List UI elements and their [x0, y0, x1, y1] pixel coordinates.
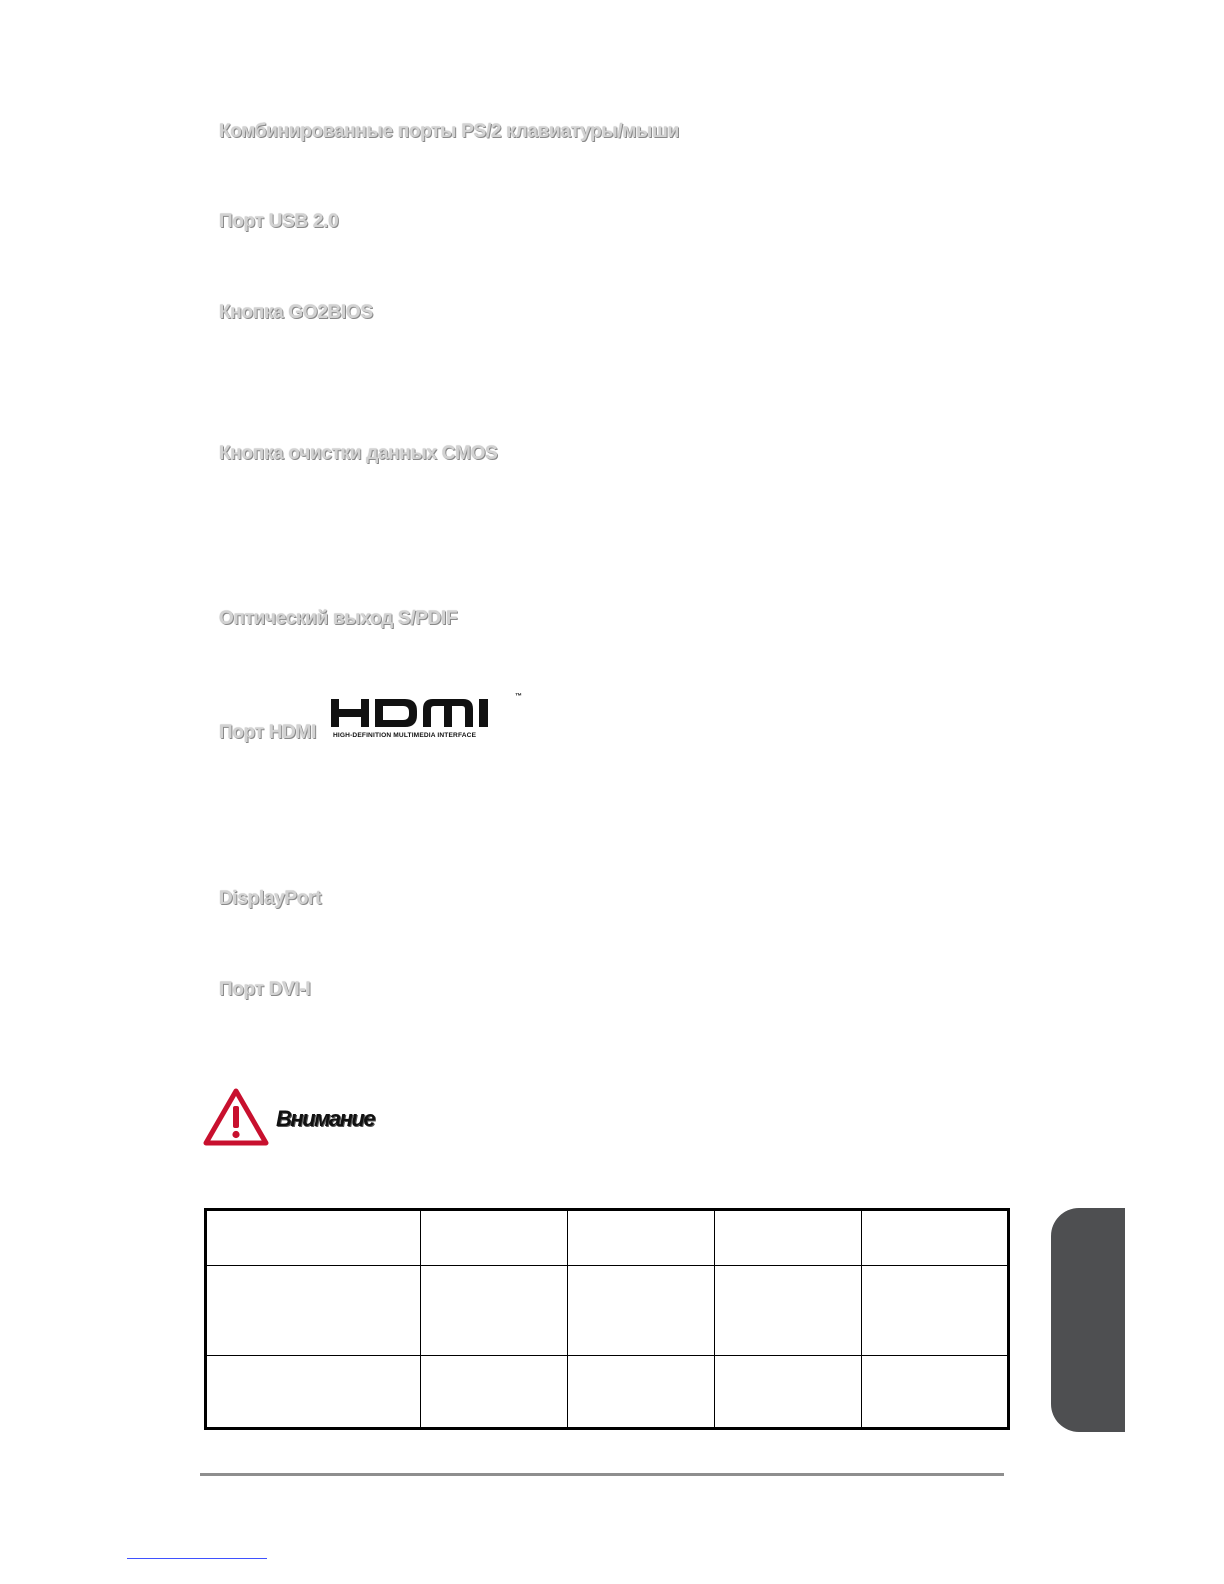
section-heading-hdmi-port: Порт HDMI: [219, 722, 317, 743]
section-heading-ps2-ports: Комбинированные порты PS/2 клавиатуры/мыши: [219, 121, 679, 142]
table-cell: [568, 1356, 715, 1429]
table-row: [206, 1210, 1009, 1266]
section-heading-go2bios-button: Кнопка GO2BIOS: [219, 302, 373, 323]
chapter-side-tab: [1051, 1208, 1125, 1432]
bottom-link-underline: [127, 1558, 267, 1559]
table-cell: [715, 1266, 862, 1356]
section-heading-usb-port: Порт USB 2.0: [219, 211, 339, 232]
table-cell: [206, 1356, 421, 1429]
hdmi-logo: [331, 695, 526, 743]
table-cell: [206, 1210, 421, 1266]
table-row: [206, 1266, 1009, 1356]
section-heading-clear-cmos-button: Кнопка очистки данных CMOS: [219, 443, 498, 464]
section-heading-displayport: DisplayPort: [219, 888, 322, 909]
table-cell: [421, 1210, 568, 1266]
table-cell: [862, 1356, 1009, 1429]
table-cell: [715, 1210, 862, 1266]
hdmi-wordmark-icon: [331, 695, 516, 731]
hdmi-tagline: HIGH-DEFINITION MULTIMEDIA INTERFACE: [333, 732, 477, 739]
table-row: [206, 1356, 1009, 1429]
table-cell: [421, 1356, 568, 1429]
spec-table: [204, 1208, 1010, 1430]
table-cell: [421, 1266, 568, 1356]
hdmi-trademark-symbol: ™: [515, 693, 522, 700]
table-cell: [568, 1266, 715, 1356]
footer-divider: [200, 1473, 1004, 1476]
table-cell: [862, 1266, 1009, 1356]
warning-title: Внимание: [276, 1106, 375, 1131]
table-cell: [862, 1210, 1009, 1266]
table-cell: [715, 1356, 862, 1429]
table-cell: [568, 1210, 715, 1266]
warning-triangle-icon: [203, 1087, 269, 1146]
table-cell: [206, 1266, 421, 1356]
section-heading-spdif-out: Оптический выход S/PDIF: [219, 608, 458, 629]
section-heading-dvi-port: Порт DVI-I: [219, 979, 311, 1000]
